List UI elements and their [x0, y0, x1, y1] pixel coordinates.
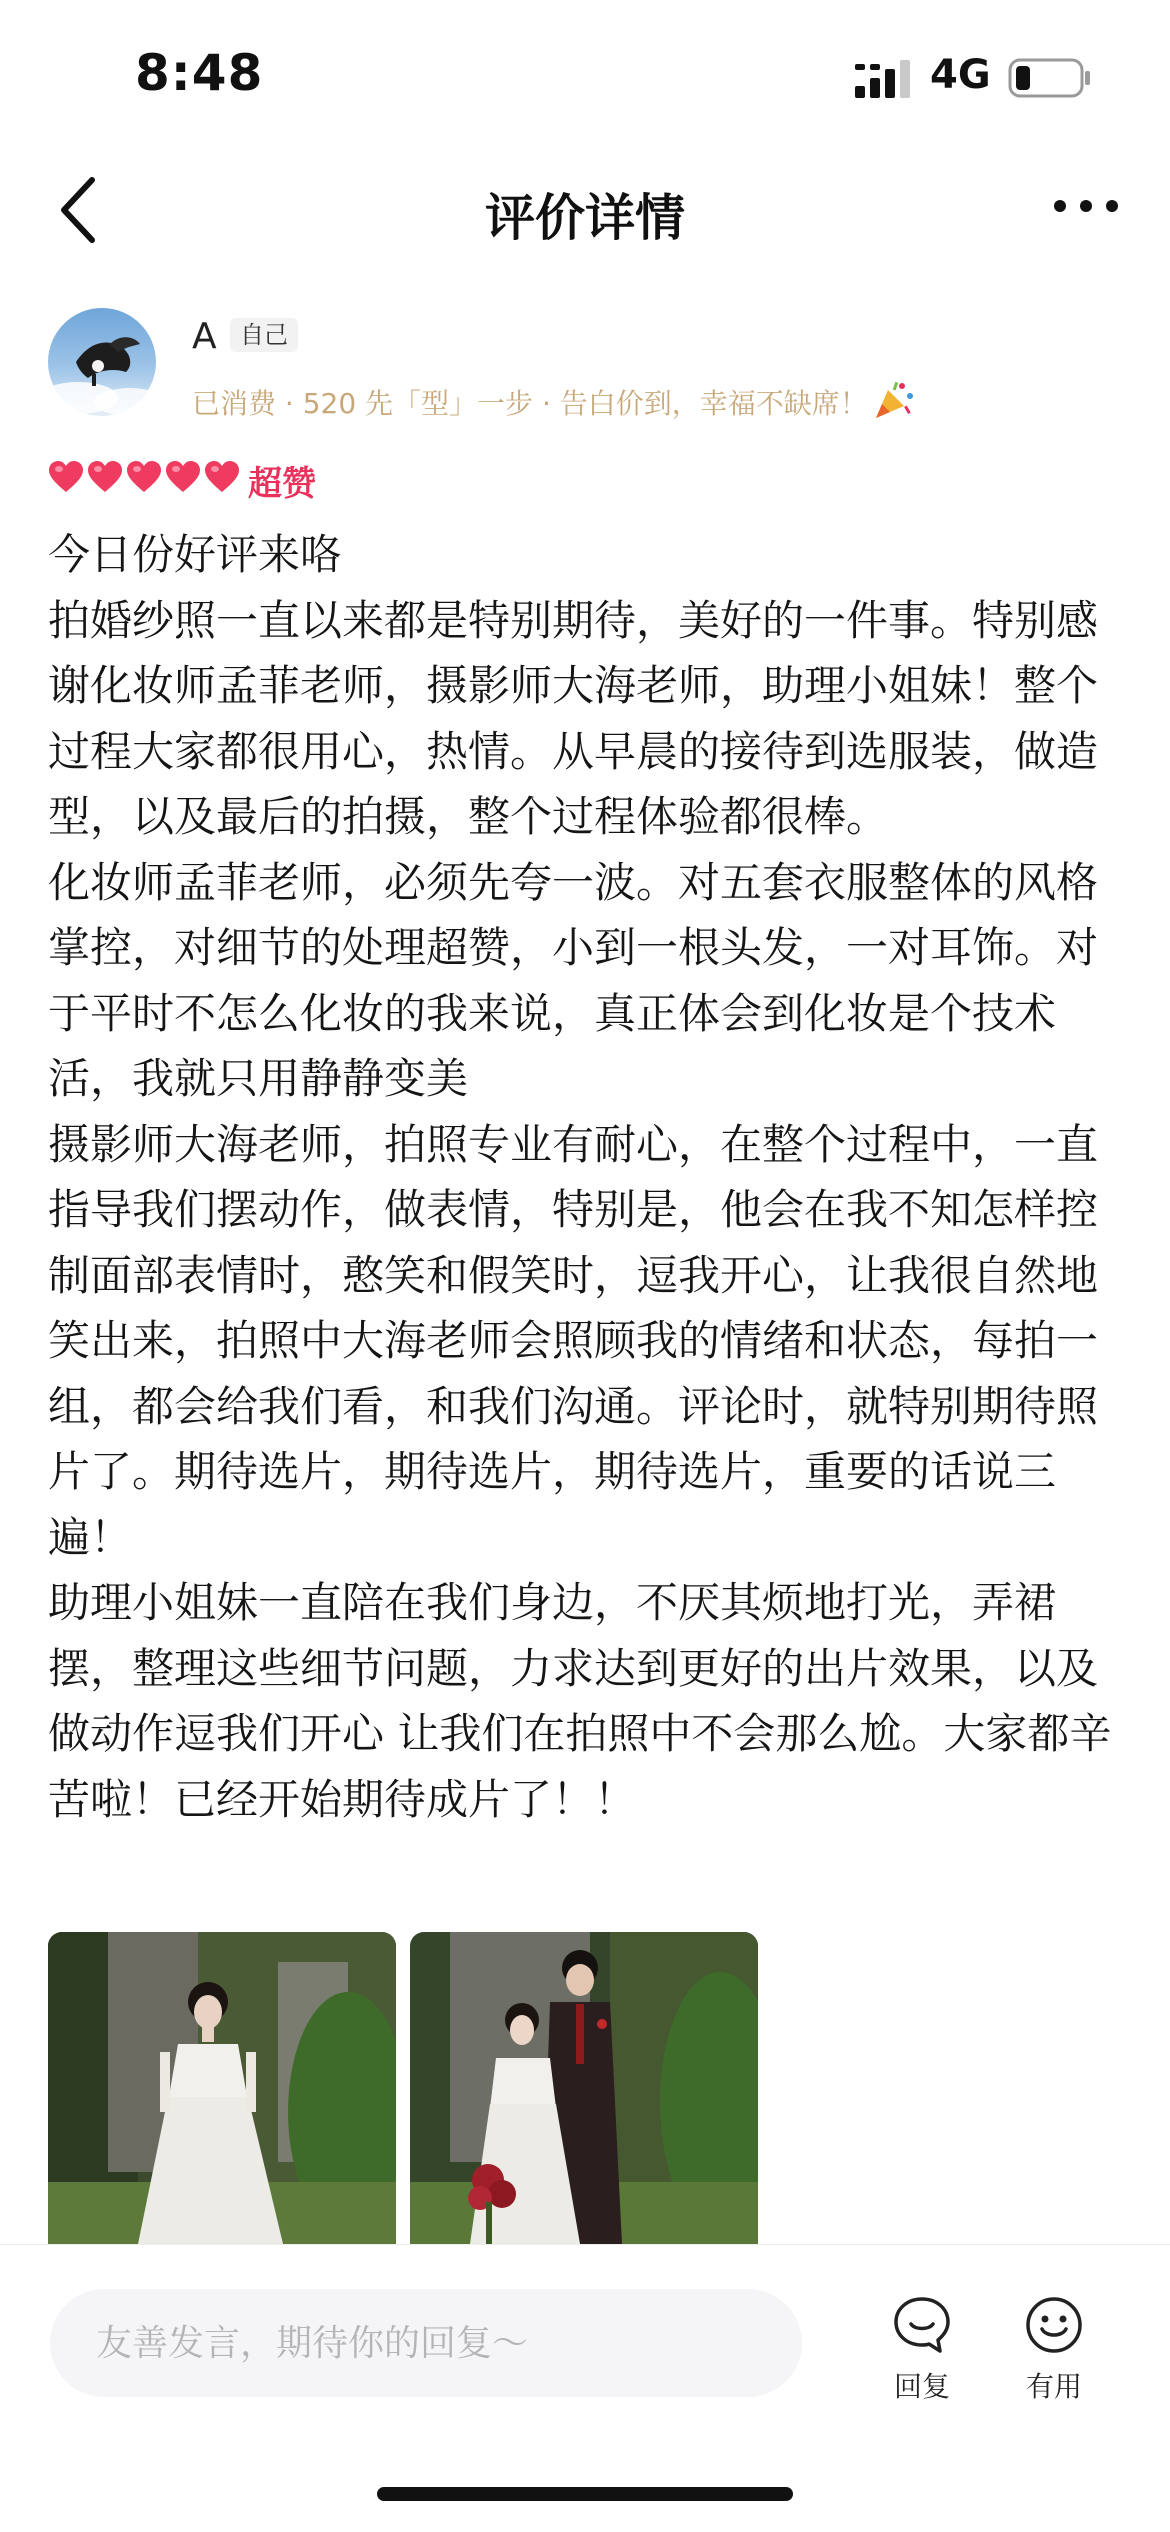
user-name[interactable]: A [192, 316, 217, 357]
bottom-bar [0, 2244, 1170, 2532]
status-time: 8:48 [135, 44, 264, 102]
useful-button[interactable] [994, 2295, 1114, 2415]
battery-low-icon [1008, 58, 1092, 98]
reply-input[interactable] [50, 2289, 802, 2397]
smile-icon [1024, 2295, 1084, 2355]
heart-icon [204, 460, 240, 494]
heart-icon [165, 460, 201, 494]
rating-label: 超赞 [248, 464, 316, 504]
heart-icon [126, 460, 162, 494]
reply-label: 回复 [893, 2370, 950, 2403]
self-badge: 自己 [230, 318, 298, 352]
nav-bar [0, 150, 1170, 270]
review-paragraph: 拍婚纱照一直以来都是特别期待，美好的一件事。特别感谢化妆师孟菲老师，摄影师大海老师，助理小姐妹！整个过程大家都很用心，热情。从早晨的接待到选服装，做造型，以及最后的拍摄，整个过程体验都很棒。 [48, 595, 1099, 841]
wedding-photo-bride [48, 1932, 396, 2244]
home-indicator [377, 2487, 793, 2501]
review-paragraph: 化妆师孟菲老师，必须先夸一波。对五套衣服整体的风格掌控，对细节的处理超赞，小到一根头发，一对耳饰。对于平时不怎么化妆的我来说，真正体会到化妆是个技术活，我就只用静静变美 [48, 857, 1099, 1103]
reply-button[interactable] [862, 2295, 982, 2415]
review-text [48, 522, 1126, 1832]
signal-bars-icon [855, 60, 911, 100]
network-label: 4G [930, 52, 991, 98]
heart-icon [48, 460, 84, 494]
heart-icon [87, 460, 123, 494]
useful-label: 有用 [1025, 2370, 1082, 2403]
status-bar [0, 0, 1170, 150]
page-title: 评价详情 [485, 189, 685, 247]
comment-bubble-icon [892, 2295, 952, 2355]
party-popper-icon [872, 378, 916, 422]
review-photo-1[interactable] [48, 1932, 396, 2244]
review-photo-2[interactable] [410, 1932, 758, 2244]
more-dots-icon[interactable] [1052, 194, 1120, 218]
purchase-info: 已消费 · 520 先「型」一步 · 告白价到，幸福不缺席！ [192, 387, 868, 420]
review-paragraph: 摄影师大海老师，拍照专业有耐心，在整个过程中，一直指导我们摆动作，做表情，特别是，他会在我不知怎样控制面部表情时，憨笑和假笑时，逗我开心，让我很自然地笑出来，拍照中大海老师会照顾我的情绪和状态，每拍一组，都会给我们看，和我们沟通。评论时，就特别期待照片了。期待选片，期待选片，期待选片，重要的话说三遍！ [48, 1119, 1099, 1562]
review-paragraph: 助理小姐妹一直陪在我们身边，不厌其烦地打光，弄裙摆，整理这些细节问题，力求达到更好的出片效果，以及做动作逗我们开心 让我们在拍照中不会那么尬。大家都辛苦啦！已经开始期待成片了！！ [48, 1578, 1112, 1824]
wedding-photo-couple [410, 1932, 758, 2244]
review-paragraph: 今日份好评来咯 [48, 530, 343, 579]
avatar[interactable] [48, 308, 156, 416]
avatar-image [48, 308, 156, 416]
